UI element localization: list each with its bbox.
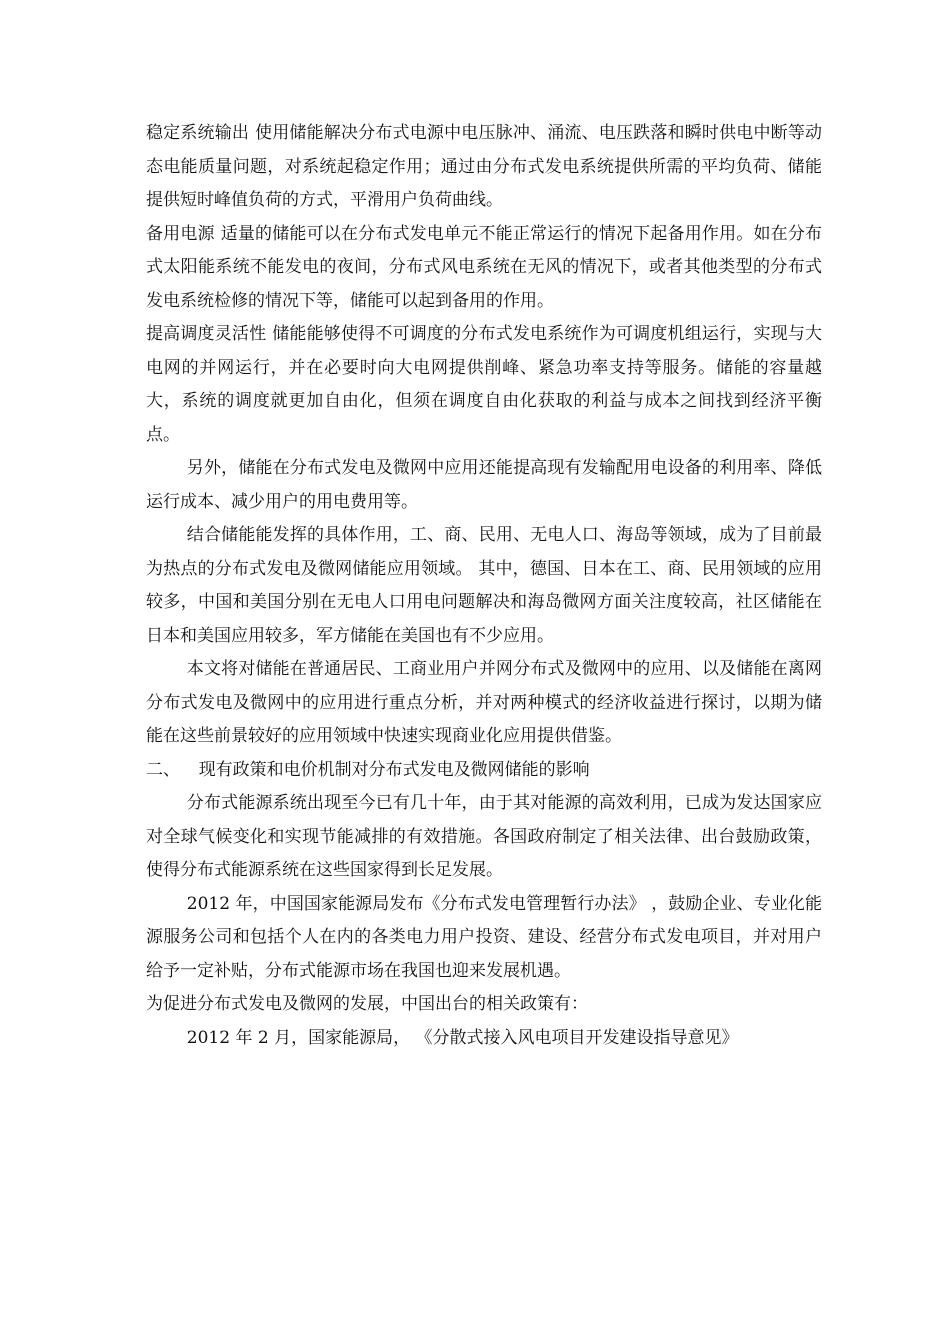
section-title: 现有政策和电价机制对分布式发电及微网储能的影响 (198, 759, 590, 780)
paragraph-text: 分布式能源系统出现至今已有几十年，由于其对能源的高效利用，已成为发达国家应对全球气候变化和实现节能减排的有效措施。各国政府制定了相关法律、出台鼓励政策，使得分布式能源系统在这些国家得到长足发展。 (146, 793, 822, 880)
paragraph-text: 结合储能能发挥的具体作用，工、商、民用、无电人口、海岛等领域，成为了目前最为热点的分布式发电及微网储能应用领域。 其中，德国、日本在工、商、民用领域的应用较多，中国和美国分别在无电人口用电问题解决和海岛微网方面关注度较高，社区储能在日本和美国应用较多，军方储能在美国也有不少应用。 (146, 525, 822, 646)
paragraph-lead-term: 备用电源 (146, 223, 215, 244)
paragraph-text: 2012 年，中国国家能源局发布《分布式发电管理暂行办法》 ，鼓励企业、专业化能源服务公司和包括个人在内的各类电力用户投资、建设、经营分布式发电项目，并对用户给予一定补贴，分布式能源市场在我国也迎来发展机遇。 (146, 893, 822, 981)
paragraph-article-scope (146, 653, 822, 754)
paragraph-policy-intro (146, 988, 822, 1022)
paragraph-text: 使用储能解决分布式电源中电压脉冲、涌流、电压跌落和瞬时供电中断等动态电能质量问题，对系统起稳定作用；通过由分布式发电系统提供所需的平均负荷、储能提供短时峰值负荷的方式，平滑用户负荷曲线。 (146, 123, 823, 210)
paragraph-other-benefits (146, 452, 822, 519)
paragraph-policy-item (146, 1022, 822, 1056)
paragraph-text: 适量的储能可以在分布式发电单元不能正常运行的情况下起备用作用。如在分布式太阳能系统不能发电的夜间，分布式风电系统在无风的情况下，或者其他类型的分布式发电系统检修的情况下等，储能可以起到备用的作用。 (146, 223, 823, 311)
section-number: 二、 (146, 759, 180, 780)
paragraph-text: 储能能够使得不可调度的分布式发电系统作为可调度机组运行，实现与大电网的并网运行，并在必要时向大电网提供削峰、紧急功率支持等服务。储能的容量越大，系统的调度就更加自由化，但须在调度自由化获取的利益与成本之间找到经济平衡点。 (146, 324, 823, 445)
document-body (146, 117, 822, 1055)
paragraph-application-fields (146, 519, 822, 653)
paragraph-backup-power (146, 218, 822, 319)
paragraph-2012-policy (146, 888, 822, 989)
paragraph-text: 为促进分布式发电及微网的发展，中国出台的相关政策有： (146, 994, 588, 1014)
section-heading (146, 754, 822, 788)
paragraph-dispatch-flexibility (146, 318, 822, 452)
paragraph-text: 2012 年 2 月，国家能源局， 《分散式接入风电项目开发建设指导意见》 (186, 1027, 739, 1048)
paragraph-lead-term: 稳定系统输出 (146, 123, 250, 143)
paragraph-text: 另外，储能在分布式发电及微网中应用还能提高现有发输配用电设备的利用率、降低运行成本、减少用户的用电费用等。 (146, 458, 822, 512)
paragraph-distributed-history (146, 787, 822, 888)
paragraph-text: 本文将对储能在普通居民、工商业用户并网分布式及微网中的应用、以及储能在离网分布式发电及微网中的应用进行重点分析，并对两种模式的经济收益进行探讨，以期为储能在这些前景较好的应用领域中快速实现商业化应用提供借鉴。 (146, 659, 822, 746)
paragraph-stable-output (146, 117, 822, 218)
paragraph-lead-term: 提高调度灵活性 (146, 324, 267, 344)
